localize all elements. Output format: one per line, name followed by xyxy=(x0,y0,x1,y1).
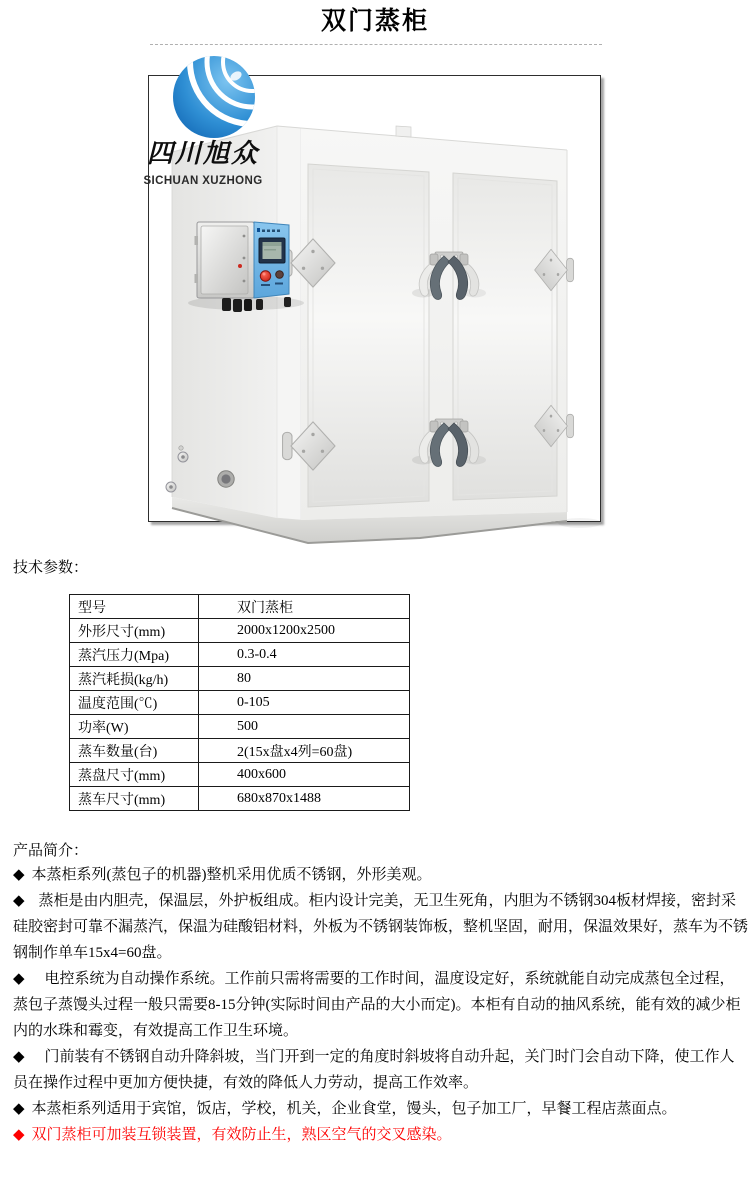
bullet-icon: ◆ xyxy=(13,893,25,909)
spec-label: 功率(W) xyxy=(70,715,199,739)
intro-text: 门前装有不锈钢自动升降斜坡，当门开到一定的角度时斜坡将自动升起，关门时门会自动下降，使工作人员在操作过程中更加方便快捷，有效的降低人力劳动，提高工作效率。 xyxy=(13,1049,735,1091)
specs-heading: 技术参数： xyxy=(13,560,89,576)
bullet-icon: ◆ xyxy=(13,1127,25,1143)
bullet-icon: ◆ xyxy=(13,1101,25,1117)
spec-label: 蒸盘尺寸(mm) xyxy=(70,763,199,787)
spec-value: 400x600 xyxy=(199,763,410,787)
divider-dotted xyxy=(150,44,602,45)
intro-heading: 产品简介： xyxy=(13,843,89,859)
spec-row xyxy=(70,643,410,667)
logo-text-en: SICHUAN XUZHONG xyxy=(143,175,263,187)
bullet-icon: ◆ xyxy=(13,867,25,883)
top-vent xyxy=(396,126,411,137)
spec-row xyxy=(70,619,410,643)
spec-row xyxy=(70,691,410,715)
intro-item xyxy=(13,1044,748,1096)
spec-value: 680x870x1488 xyxy=(199,787,410,811)
intro-text: 电控系统为自动操作系统。工作前只需将需要的工作时间，温度设定好，系统就能自动完成蒸包全过程，蒸包子蒸馒头过程一般只需要8-15分钟(实际时间由产品的大小而定)。本柜有自动的抽风系统，能有效的减少柜内的水珠和霉变，有效提高工作卫生环境。 xyxy=(13,971,741,1039)
spec-value: 80 xyxy=(199,667,410,691)
logo-globe xyxy=(173,46,314,138)
intro-list xyxy=(13,862,748,1148)
spec-label: 外形尺寸(mm) xyxy=(70,619,199,643)
intro-item xyxy=(13,1096,748,1122)
spec-label: 蒸汽耗损(kg/h) xyxy=(70,667,199,691)
right-door xyxy=(453,173,557,500)
intro-item-highlighted xyxy=(13,1122,748,1148)
intro-item xyxy=(13,862,748,888)
spec-value: 2(15x盘x4列=60盘) xyxy=(199,739,410,763)
spec-row xyxy=(70,667,410,691)
spec-label: 蒸车数量(台) xyxy=(70,739,199,763)
spec-row xyxy=(70,739,410,763)
spec-label: 型号 xyxy=(70,595,199,619)
logo-text-cn: 四川旭众 xyxy=(146,139,259,168)
spec-value: 2000x1200x2500 xyxy=(199,619,410,643)
power-knob xyxy=(276,271,284,279)
intro-item xyxy=(13,966,748,1044)
spec-label: 蒸车尺寸(mm) xyxy=(70,787,199,811)
steam-cabinet xyxy=(166,126,602,543)
page-title: 双门蒸柜 xyxy=(320,7,429,35)
spec-row xyxy=(70,715,410,739)
spec-value: 0.3-0.4 xyxy=(199,643,410,667)
spec-label: 温度范围(℃) xyxy=(70,691,199,715)
product-image xyxy=(140,46,622,558)
intro-text: 蒸柜是由内胆壳，保温层，外护板组成。柜内设计完美，无卫生死角，内胆为不锈钢304板材焊接，密封采硅胶密封可靠不漏蒸汽，保温为硅酸铝材料，外板为不锈钢装饰板，整机坚固，耐用，保温效果好，蒸车为不锈钢制作单车15x4=60盘。 xyxy=(13,893,749,961)
intro-text: 本蒸柜系列(蒸包子的机器)整机采用优质不锈钢，外形美观。 xyxy=(31,867,432,883)
control-panel xyxy=(188,222,304,312)
intro-item xyxy=(13,888,748,966)
bullet-icon: ◆ xyxy=(13,1049,25,1065)
spec-row xyxy=(70,787,410,811)
spec-value: 500 xyxy=(199,715,410,739)
bullet-icon: ◆ xyxy=(13,971,25,987)
spec-value: 双门蒸柜 xyxy=(199,595,410,619)
spec-row xyxy=(70,763,410,787)
spec-value: 0-105 xyxy=(199,691,410,715)
intro-text: 本蒸柜系列适用于宾馆，饭店，学校，机关，企业食堂，馒头，包子加工厂，早餐工程店蒸面点。 xyxy=(31,1101,677,1117)
spec-row xyxy=(70,595,410,619)
specs-table xyxy=(69,594,410,811)
intro-text: 双门蒸柜可加装互锁装置，有效防止生，熟区空气的交叉感染。 xyxy=(31,1127,452,1143)
emergency-stop-button xyxy=(260,271,270,281)
spec-label: 蒸汽压力(Mpa) xyxy=(70,643,199,667)
